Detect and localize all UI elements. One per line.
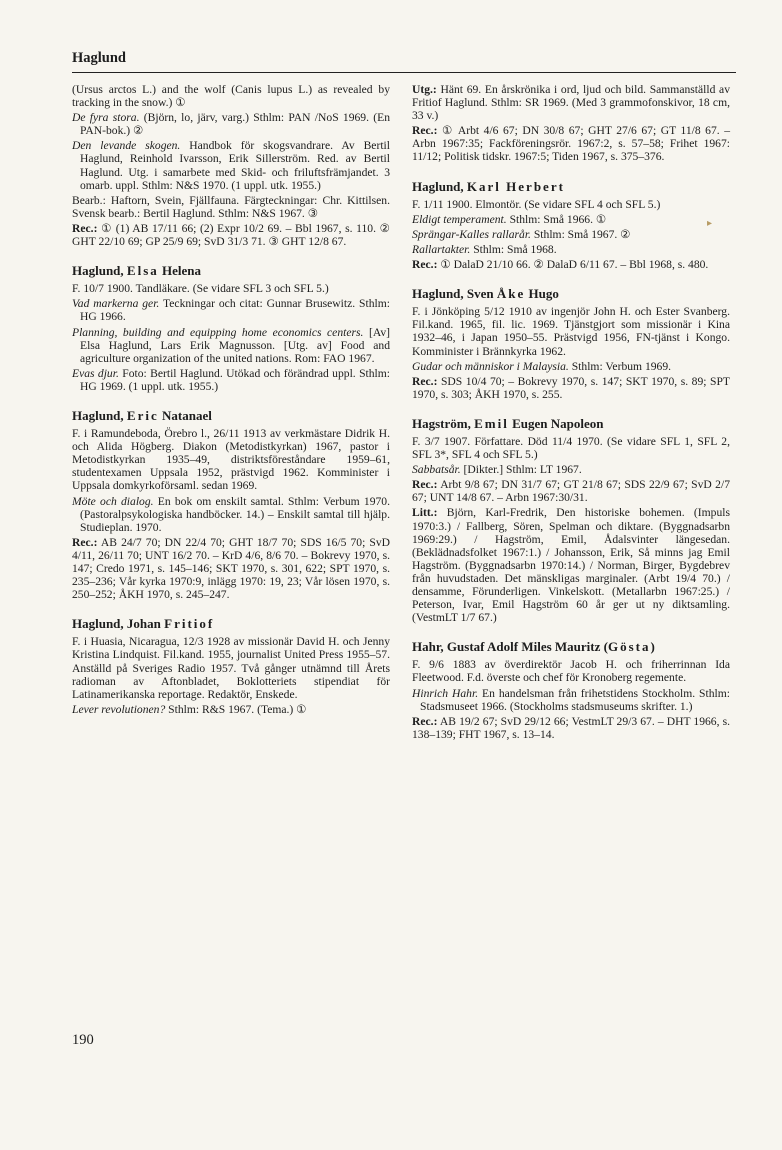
review-entry: [412, 258, 730, 271]
literature-label: Litt.:: [412, 506, 438, 520]
heading-surname: Hagström,: [412, 415, 471, 431]
work-details: Handbok för skogsvandrare. Av Bertil Haglund, Reinhold Ivarsson, Erik Sillerström. Red. av Bertil Haglund. Utg. i samarbete med Skid- och friluftsfrämjandet. 3 omarb. uppl. Sthlm: N&S 1970. (1 uppl. utk. 1955.): [80, 139, 390, 192]
heading-callname: Elsa: [126, 263, 159, 279]
review-label: Rec.:: [72, 221, 98, 235]
work-entry: [72, 297, 390, 323]
right-column: [412, 83, 730, 743]
work-details: [Av] Elsa Haglund, Lars Erik Magnusson. [Utg. av] Food and agriculture organization of the united nations. Rom: FAO 1967.: [80, 325, 390, 365]
work-entry: [412, 463, 730, 476]
bio-text: F. i Ramundeboda, Örebro l., 26/11 1913 av verkmästare Didrik H. och Alida Högberg. Diakon (Metodistkyrkan) 1967, pastor i Metodistkyrkan 1935–49, distriktsföreståndare 1959–61, studentexamen Uppsala 1952, prästvigd 1962. Komminister i Uppsala domkyrkoförsaml. sedan 1969.: [72, 427, 390, 493]
heading-name: ): [650, 639, 655, 655]
heading-surname: Haglund,: [72, 407, 124, 423]
work-entry: [412, 360, 730, 373]
work-entry: [72, 495, 390, 534]
review-entry: [412, 715, 730, 741]
bio-text: F. 10/7 1900. Tandläkare. (Se vidare SFL 3 och SFL 5.): [72, 282, 329, 296]
review-text: ① (1) AB 17/11 66; (2) Expr 10/2 69. – Bbl 1967, s. 110. ② GHT 22/10 69; GP 25/9 69; SvD 31/3 71. ③ GHT 12/8 67.: [72, 221, 390, 249]
bio-text: F. 1/11 1900. Elmontör. (Se vidare SFL 4 och SFL 5.): [412, 197, 661, 211]
work-entry: [72, 367, 390, 393]
review-text: ① Arbt 4/6 67; DN 30/8 67; GHT 27/6 67; GT 11/8 67. – Arbn 1967:35; Fackföreningsrör. 1967:2, s. 57–58; Frihet 1967: 11/12; Politisk tidskr. 1967:5; Tiden 1967, s. 375–376.: [412, 124, 730, 164]
stray-mark: ▸: [707, 218, 713, 229]
work-details: Sthlm: Verbum 1969.: [571, 359, 672, 373]
review-label: Rec.:: [412, 714, 438, 728]
work-details: Sthlm: R&S 1967. (Tema.) ①: [168, 702, 307, 716]
literature-entry: [412, 506, 730, 624]
review-entry: [72, 222, 390, 248]
work-title: Eldigt temperament.: [412, 212, 507, 226]
work-title: Den levande skogen.: [72, 139, 181, 153]
review-text: AB 24/7 70; DN 22/4 70; GHT 18/7 70; SDS 16/5 70; SvD 4/11, 26/11 70; UNT 16/2 70. – KrD 4/6, 8/6 70. – Bokrevy 1970, s. 147; Credo 1971, s. 145–146; SKT 1970, s. 301, 622; SPT 1970, s. 235–236; Vår kyrka 1970:9, inlägg 1970: 19, 23; Vår lösen 1970, s. 250–252; ÅKH 1970, s. 245–247.: [72, 535, 390, 602]
entry-heading: [72, 409, 390, 422]
heading-callname: Gösta: [607, 639, 651, 655]
work-details: (Björn, lo, järv, varg.) Sthlm: PAN /NoS 1969. (En PAN-bok.) ②: [80, 111, 391, 138]
utg-label: Utg.:: [412, 83, 437, 96]
heading-surname: Hahr, Gustaf Adolf Miles Mauritz (: [412, 639, 608, 655]
page-number: 190: [72, 1032, 94, 1048]
bio-text: F. i Jönköping 5/12 1910 av ingenjör John H. och Ester Svanberg. Fil.kand. 1965, fil. lic. 1969. Tjänstgjort som missionär i Kina 1932–46, i Japan 1950–55. Prästvigd 1956, FN-tjänst i Kongo. Komminister i Brännkyrka 1962.: [412, 305, 730, 358]
heading-surname: Haglund,: [412, 178, 464, 194]
work-entry: [412, 687, 730, 713]
work-title: Gudar och människor i Malaysia.: [412, 359, 569, 373]
work-entry: [72, 326, 390, 365]
heading-surname: Haglund, Sven: [412, 286, 494, 302]
review-label: Rec.:: [412, 124, 438, 138]
heading-callname: Fritiof: [164, 616, 215, 632]
work-entry: [72, 139, 390, 191]
review-label: Rec.:: [412, 478, 438, 492]
work-title: De fyra stora.: [72, 111, 140, 125]
entry-heading: [412, 640, 730, 653]
heading-callname: Åke: [496, 286, 526, 302]
work-entry: [412, 228, 730, 241]
utg-text: Hänt 69. En årskrönika i ord, ljud och bild. Sammanställd av Fritiof Haglund. Sthlm: SR 1969. (Med 3 grammofonskivor, 18 cm, 33 v.): [412, 83, 730, 123]
entry-heading: [412, 417, 730, 430]
work-title: Hinrich Hahr.: [412, 686, 479, 700]
work-details: Teckningar och citat: Gunnar Brusewitz. Sthlm: HG 1966.: [80, 297, 390, 324]
entry-text: Bearb.: Haftorn, Svein, Fjällfauna. Färgteckningar: Chr. Kittilsen. Svensk bearb.: Bertil Haglund. Sthlm: N&S 1967. ③: [72, 193, 390, 220]
work-entry: [72, 111, 390, 137]
heading-callname: Eric: [126, 407, 159, 423]
work-details: En handelsman från frihetstidens Stockholm. Sthlm: Stadsmuseet 1966. (Stockholms stadsmuseums skrifter. 1.): [420, 686, 730, 713]
work-details: Foto: Bertil Haglund. Utökad och förändrad uppl. Sthlm: HG 1969. (1 uppl. utk. 1955.): [80, 366, 390, 393]
header-rule: [72, 72, 736, 73]
work-details: Sthlm: Små 1967. ②: [533, 227, 631, 241]
bio-text: F. 9/6 1883 av överdirektör Jacob H. och friherrinnan Ida Fleetwood. F.d. överste och chef för Kronoberg regemente.: [412, 658, 730, 685]
work-details: Sthlm: Små 1968.: [473, 242, 557, 256]
bio-text: F. i Huasia, Nicaragua, 12/3 1928 av missionär David H. och Jenny Kristina Lindquist. Fil.kand. 1955, journalist United Press 1955–57. Anställd på Sveriges Radio 1957. Två gånger utnämnd till Årets radioman av Aftonbladet, Boklotteriets stipendiat för Latinamerikanska reportage. Redaktör, Enskede.: [72, 635, 390, 701]
entry-text: (Ursus arctos L.) and the wolf (Canis lupus L.) as revealed by tracking in the snow.) ①: [72, 83, 390, 110]
entry-heading: [412, 180, 730, 193]
work-title: Planning, building and equipping home economics centers.: [72, 325, 364, 339]
work-title: Vad markerna ger.: [72, 297, 160, 311]
bio-text: F. 3/7 1907. Författare. Död 11/4 1970. (Se vidare SFL 1, SFL 2, SFL 3*, SFL 4 och SFL 5.): [412, 434, 730, 462]
work-title: Lever revolutionen?: [72, 702, 166, 716]
review-label: Rec.:: [412, 258, 438, 272]
work-details: En bok om enskilt samtal. Sthlm: Verbum 1970. (Pastoralpsykologiska handböcker. 14.) – Enskilt samtal till hjälp. Studieplan. 1970.: [80, 494, 391, 534]
publisher-entry: [412, 83, 730, 122]
heading-name: Eugen Napoleon: [512, 415, 604, 431]
running-head: Haglund: [72, 50, 126, 66]
review-entry: [412, 375, 730, 401]
heading-name: Hugo: [528, 286, 559, 302]
review-entry: [72, 536, 390, 601]
heading-name: Natanael: [162, 407, 212, 423]
work-title: Sabbatsår.: [412, 463, 461, 477]
work-title: Rallartakter.: [412, 242, 471, 256]
heading-surname: Haglund, Johan: [72, 616, 161, 632]
review-entry: [412, 124, 730, 163]
work-title: Möte och dialog.: [72, 494, 154, 508]
review-entry: [412, 478, 730, 504]
review-text: SDS 10/4 70; – Bokrevy 1970, s. 147; SKT 1970, s. 89; SPT 1970, s. 303; ÅKH 1970, s. 255.: [412, 374, 730, 401]
left-column: [72, 83, 390, 718]
entry-heading: [72, 264, 390, 277]
work-title: Evas djur.: [72, 366, 119, 380]
review-text: Arbt 9/8 67; DN 31/7 67; GT 21/8 67; SDS 22/9 67; SvD 2/7 67; UNT 14/8 67. – Arbn 1967:30/31.: [412, 478, 730, 505]
work-entry: [72, 703, 390, 716]
work-entry: [412, 243, 730, 256]
review-label: Rec.:: [412, 374, 438, 388]
work-entry: [412, 213, 730, 226]
work-details: [Dikter.] Sthlm: LT 1967.: [463, 463, 582, 477]
review-text: ① DalaD 21/10 66. ② DalaD 6/11 67. – Bbl 1968, s. 480.: [440, 258, 709, 272]
review-label: Rec.:: [72, 535, 98, 549]
heading-surname: Haglund,: [72, 263, 124, 279]
heading-name: Helena: [162, 263, 202, 279]
work-details: Sthlm: Små 1966. ①: [509, 212, 607, 226]
review-text: AB 19/2 67; SvD 29/12 66; VestmLT 29/3 67. – DHT 1966, s. 138–139; FHT 1967, s. 13–14.: [412, 714, 730, 741]
literature-text: Björn, Karl-Fredrik, Den historiske bohemen. (Impuls 1970:3.) / Fallberg, Sören, Spelman och diktare. (Byggnadsarbn 1969:29.) / Hagström, Emil, Ådalsvinter längesedan. (Beklädnadsfolket 1967:1.) / Johansson, Erik, Så minns jag Emil Hagström. (Byggnadsarbn 1970:14.) / Norman, Birger, Bygdebrev från huvudstaden. Det mänskligas marginaler. (Arbt 19/4 70.) / densamme, Förunderligen. Vinkelskott. (Metallarbn 1967:25.) / Peterson, Ivar, Emil Hagström 60 år ger ut ny diktsamling. (VestmLT 1/7 67.): [412, 506, 730, 625]
heading-callname: Emil: [474, 415, 509, 431]
work-title: Sprängar-Kalles rallarår.: [412, 227, 531, 241]
heading-callname: Karl Herbert: [466, 178, 565, 194]
entry-heading: [72, 617, 390, 630]
entry-heading: [412, 287, 730, 300]
